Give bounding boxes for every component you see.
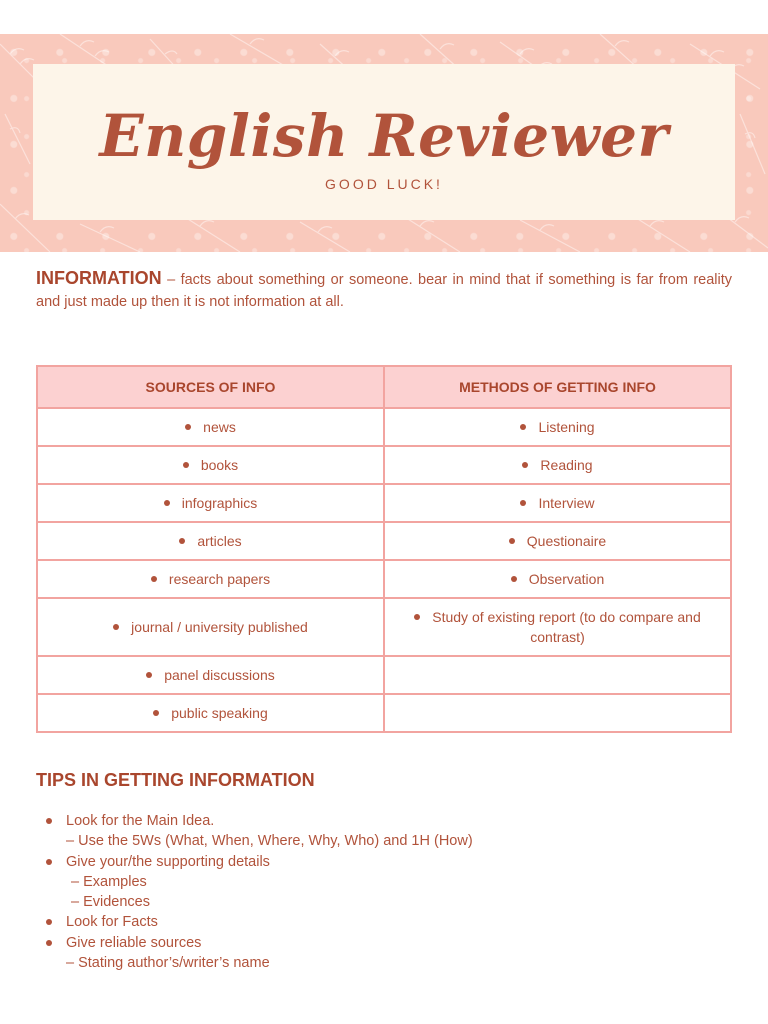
title-card — [33, 64, 735, 220]
method-text: Listening — [538, 419, 595, 435]
page-title: English Reviewer — [99, 102, 669, 170]
source-cell — [37, 598, 384, 656]
bullet-icon — [185, 424, 191, 430]
sources-header: SOURCES OF INFO — [37, 366, 384, 408]
table-row — [37, 484, 731, 522]
method-cell — [384, 484, 731, 522]
source-cell — [37, 484, 384, 522]
list-item — [46, 852, 726, 872]
source-text: panel discussions — [164, 667, 275, 683]
method-text: Interview — [538, 495, 595, 511]
source-cell — [37, 408, 384, 446]
list-item — [46, 811, 726, 831]
source-cell — [37, 446, 384, 484]
method-cell — [384, 522, 731, 560]
bullet-icon — [511, 576, 517, 582]
definition-term: INFORMATION — [36, 268, 162, 288]
bullet-icon — [46, 940, 52, 946]
method-text: Study of existing report (to do compare and contrast) — [432, 609, 701, 645]
method-cell — [384, 446, 731, 484]
bullet-icon — [183, 462, 189, 468]
methods-header: METHODS OF GETTING INFO — [384, 366, 731, 408]
tip-subitem: – Evidences — [71, 894, 150, 911]
source-cell — [37, 694, 384, 732]
source-text: books — [200, 457, 239, 473]
source-text: journal / university published — [131, 619, 308, 635]
method-cell — [384, 560, 731, 598]
source-cell — [37, 522, 384, 560]
tip-subitem: – Examples — [71, 873, 147, 890]
bullet-icon — [151, 576, 157, 582]
tip-label: Look for the Main Idea. — [66, 813, 215, 829]
bullet-icon — [179, 538, 185, 544]
table-row — [37, 560, 731, 598]
bullet-icon — [509, 538, 515, 544]
bullet-icon — [520, 424, 526, 430]
table-header-row — [37, 366, 731, 408]
bullet-icon — [414, 614, 420, 620]
tip-label: Give your/the supporting details — [66, 853, 270, 870]
header-banner — [0, 34, 768, 252]
bullet-icon — [146, 672, 152, 678]
method-cell — [384, 598, 731, 656]
bullet-icon — [520, 500, 526, 506]
source-text: research papers — [168, 571, 271, 587]
method-text: Questionaire — [526, 533, 607, 549]
table-row — [37, 522, 731, 560]
source-text: news — [203, 419, 236, 435]
bullet-icon — [113, 624, 119, 630]
tip-subitem: – Use the 5Ws (What, When, Where, Why, Who) and 1H (How) — [66, 833, 473, 850]
table-row — [37, 446, 731, 484]
bullet-icon — [46, 859, 52, 865]
method-cell — [384, 408, 731, 446]
method-cell-empty — [384, 694, 731, 732]
information-definition — [36, 267, 732, 313]
list-item — [46, 912, 726, 932]
table-row — [37, 694, 731, 732]
tip-label: Give reliable sources — [66, 934, 202, 951]
bullet-icon — [522, 462, 528, 468]
source-text: articles — [197, 533, 242, 549]
method-text: Reading — [540, 457, 593, 473]
method-cell-empty — [384, 656, 731, 694]
bullet-icon — [153, 710, 159, 716]
tips-list — [46, 811, 726, 973]
definition-text: – facts about something or someone. bear in mind that if something is far from reality and just made up then it is not information at all. — [36, 272, 732, 310]
tip-label: Look for Facts — [66, 914, 158, 931]
source-cell — [37, 560, 384, 598]
method-text: Observation — [528, 571, 605, 587]
bullet-icon — [46, 818, 52, 824]
source-text: public speaking — [171, 705, 268, 721]
bullet-icon — [46, 919, 52, 925]
table-row — [37, 656, 731, 694]
page-subtitle: GOOD LUCK! — [325, 176, 443, 192]
source-text: infographics — [181, 495, 258, 511]
table-row — [37, 598, 731, 656]
source-cell — [37, 656, 384, 694]
bullet-icon — [164, 500, 170, 506]
info-table — [36, 365, 732, 733]
tip-subitem: – Stating author’s/writer’s name — [66, 955, 270, 972]
tips-heading: TIPS IN GETTING INFORMATION — [36, 770, 315, 790]
table-row — [37, 408, 731, 446]
list-item — [46, 933, 726, 953]
